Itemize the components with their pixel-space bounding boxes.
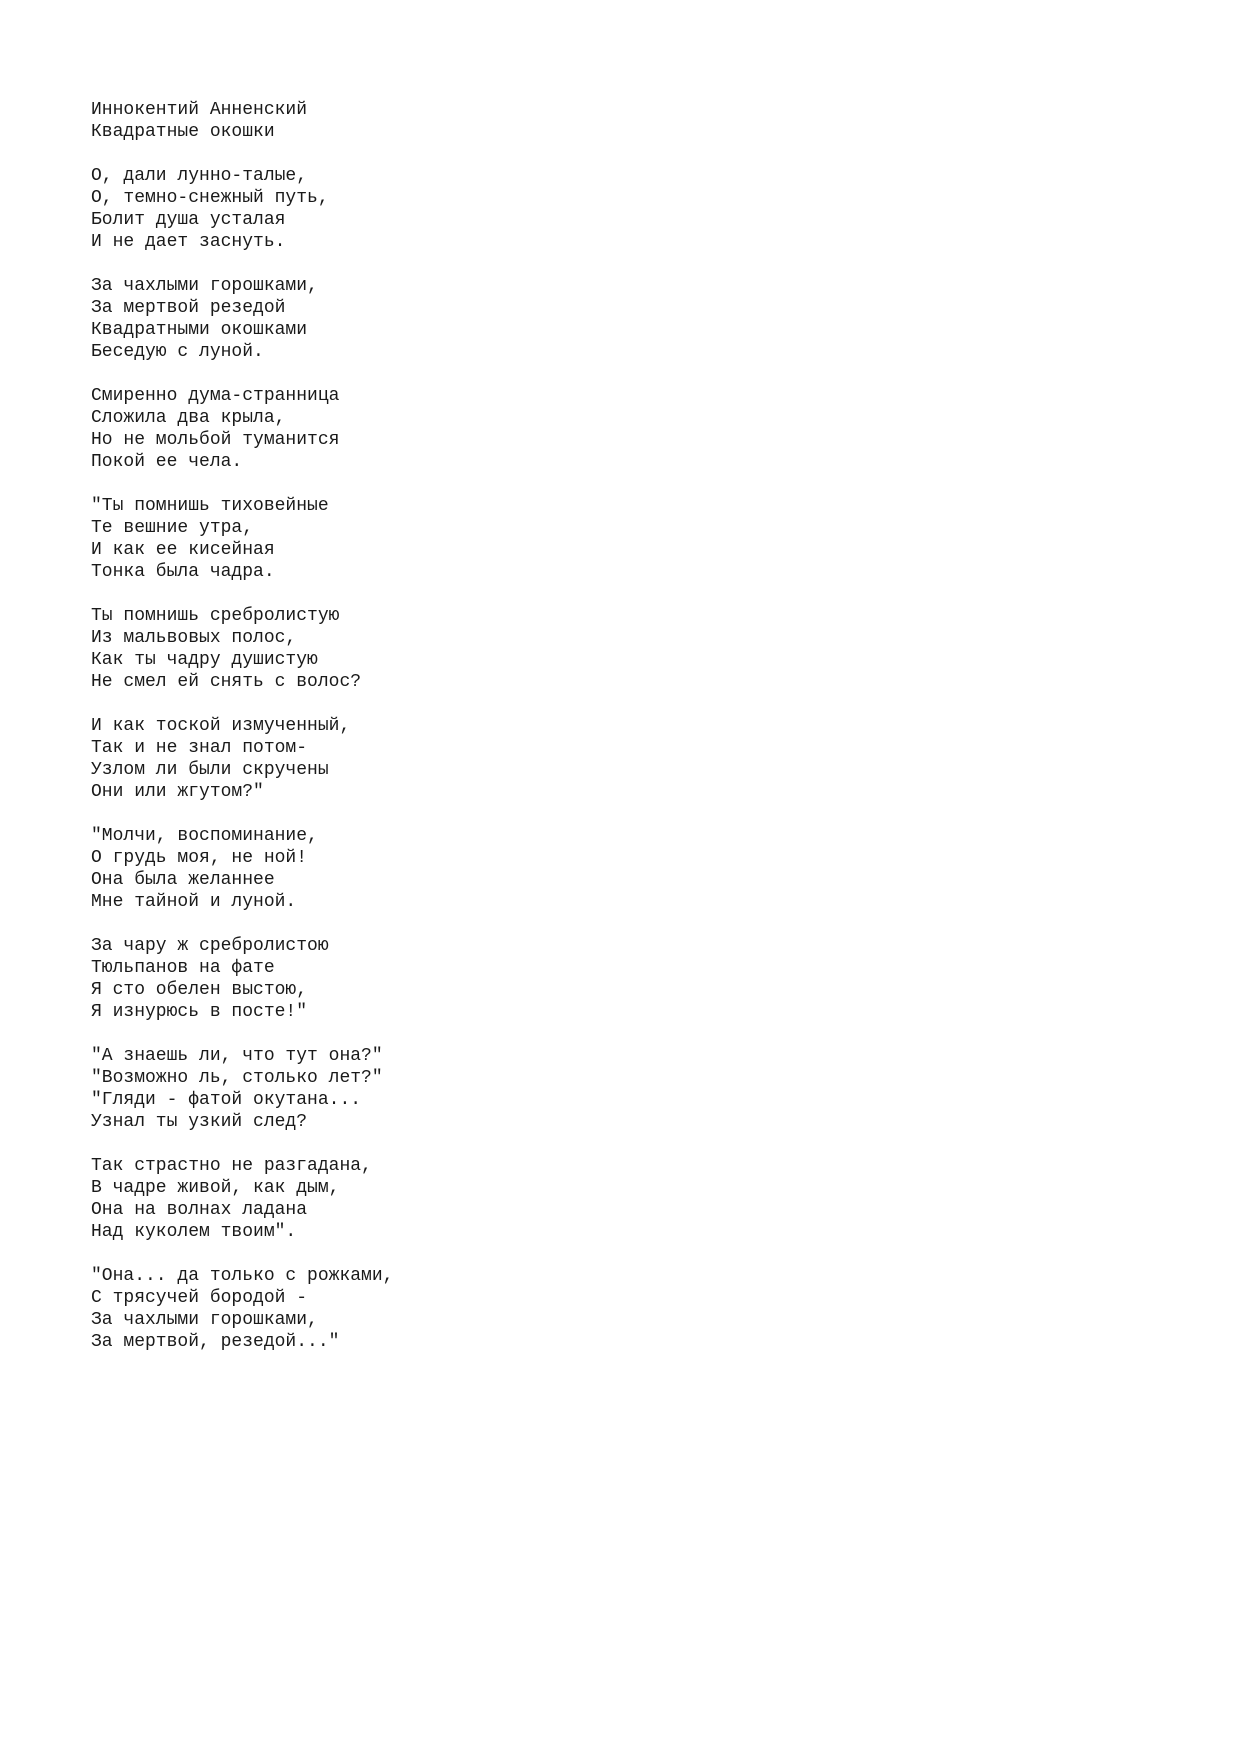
verse-line: Смиренно дума-странница (91, 386, 340, 406)
verse-line: Над куколем твоим". (91, 1222, 297, 1242)
verse-line: Она на волнах ладана (91, 1200, 308, 1220)
verse-line: За чару ж сребролистою (91, 936, 329, 956)
verse-line: Так страстно не разгадана, (91, 1156, 372, 1176)
verse-line: И как тоской измученный, (91, 716, 351, 736)
document-page (91, 99, 393, 1375)
verse-line: Тюльпанов на фате (91, 958, 275, 978)
verse-line: "А знаешь ли, что тут она?" (91, 1046, 383, 1066)
verse-line: И как ее кисейная (91, 540, 275, 560)
verse-line: Я сто обелен выстою, (91, 980, 308, 1000)
verse-line: "Она... да только с рожками, (91, 1266, 394, 1286)
verse-line: "Возможно ль, столько лет?" (91, 1068, 383, 1088)
verse-line: О, темно-снежный путь, (91, 188, 329, 208)
verse-line: Тонка была чадра. (91, 562, 275, 582)
stanza (91, 605, 393, 693)
stanza (91, 495, 393, 583)
verse-line: Как ты чадру душистую (91, 650, 318, 670)
poem-body (91, 165, 393, 1353)
verse-line: "Гляди - фатой окутана... (91, 1090, 362, 1110)
verse-line: Беседую с луной. (91, 342, 264, 362)
verse-line: Узнал ты узкий след? (91, 1112, 308, 1132)
verse-line: За мертвой резедой (91, 298, 286, 318)
stanza (91, 715, 393, 803)
stanza (91, 1045, 393, 1133)
poem-title: Квадратные окошки (91, 122, 275, 142)
verse-line: Но не мольбой туманится (91, 430, 340, 450)
verse-line: О грудь моя, не ной! (91, 848, 308, 868)
verse-line: Так и не знал потом- (91, 738, 308, 758)
verse-line: За мертвой, резедой..." (91, 1332, 340, 1352)
verse-line: Покой ее чела. (91, 452, 243, 472)
verse-line: Узлом ли были скручены (91, 760, 329, 780)
verse-line: И не дает заснуть. (91, 232, 286, 252)
document-header (91, 99, 393, 143)
stanza (91, 1155, 393, 1243)
verse-line: Из мальвовых полос, (91, 628, 297, 648)
verse-line: За чахлыми горошками, (91, 276, 318, 296)
stanza (91, 825, 393, 913)
verse-line: "Ты помнишь тиховейные (91, 496, 329, 516)
verse-line: "Молчи, воспоминание, (91, 826, 318, 846)
verse-line: Сложила два крыла, (91, 408, 286, 428)
verse-line: Те вешние утра, (91, 518, 254, 538)
stanza (91, 385, 393, 473)
verse-line: Мне тайной и луной. (91, 892, 297, 912)
verse-line: В чадре живой, как дым, (91, 1178, 340, 1198)
author-name: Иннокентий Анненский (91, 100, 308, 120)
verse-line: За чахлыми горошками, (91, 1310, 318, 1330)
verse-line: Ты помнишь сребролистую (91, 606, 340, 626)
verse-line: Болит душа усталая (91, 210, 286, 230)
verse-line: Они или жгутом?" (91, 782, 264, 802)
stanza (91, 275, 393, 363)
stanza (91, 1265, 393, 1353)
verse-line: Она была желаннее (91, 870, 275, 890)
verse-line: Не смел ей снять с волос? (91, 672, 362, 692)
verse-line: Квадратными окошками (91, 320, 308, 340)
verse-line: Я изнурюсь в посте!" (91, 1002, 308, 1022)
stanza (91, 935, 393, 1023)
verse-line: О, дали лунно-талые, (91, 166, 308, 186)
stanza (91, 165, 393, 253)
verse-line: С трясучей бородой - (91, 1288, 308, 1308)
